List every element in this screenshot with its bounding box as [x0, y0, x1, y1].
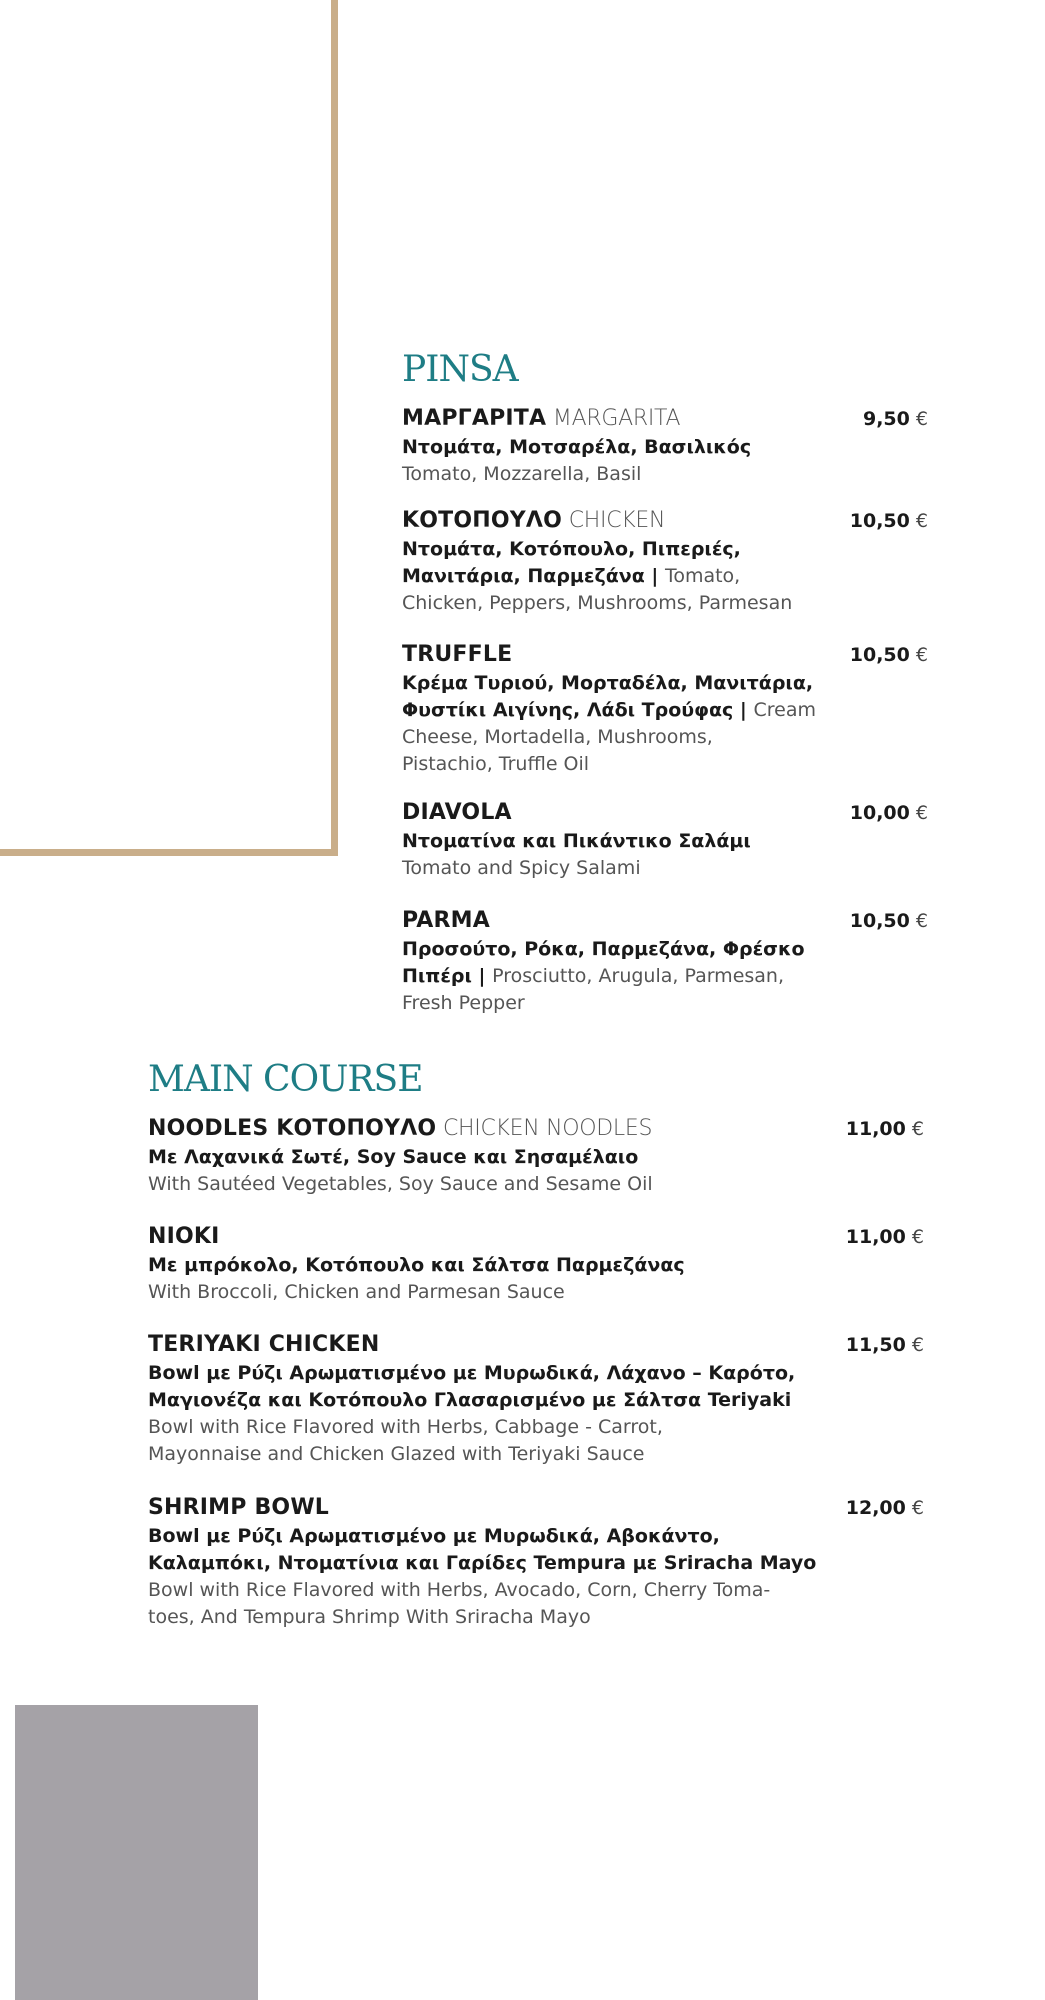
description-english: Cheese, Mortadella, Mushrooms, — [402, 726, 713, 748]
description-line — [402, 670, 928, 697]
item-description — [402, 434, 928, 488]
description-line — [402, 724, 928, 751]
description-greek: Φυστίκι Αιγίνης, Λάδι Τρούφας | — [402, 699, 754, 721]
currency-symbol: € — [909, 408, 928, 430]
description-line — [402, 751, 928, 778]
description-english: With Broccoli, Chicken and Parmesan Sauce — [148, 1281, 565, 1303]
item-description — [402, 670, 928, 778]
description-line — [148, 1387, 924, 1414]
item-name: TERIYAKI CHICKEN — [148, 1332, 380, 1357]
description-line — [402, 434, 928, 461]
description-greek: Μαγιονέζα και Κοτόπουλο Γλασαρισμένο με Σάλτσα Teriyaki — [148, 1389, 792, 1411]
frame-border-horizontal — [0, 849, 338, 856]
description-english: toes, And Tempura Shrimp With Sriracha Mayo — [148, 1606, 591, 1628]
description-english: Mayonnaise and Chicken Glazed with Teriyaki Sauce — [148, 1443, 645, 1465]
item-name: NIOKI — [148, 1224, 220, 1249]
menu-item — [402, 906, 928, 1017]
description-line — [148, 1144, 924, 1171]
price-value: 9,50 — [862, 408, 910, 430]
description-line — [148, 1279, 924, 1306]
description-greek: Κρέμα Τυριού, Μορταδέλα, Μανιτάρια, — [402, 672, 814, 694]
description-greek: Ντομάτα, Μοτσαρέλα, Βασιλικός — [402, 436, 752, 458]
description-english: Bowl with Rice Flavored with Herbs, Cabbage - Carrot, — [148, 1416, 663, 1438]
description-english: Bowl with Rice Flavored with Herbs, Avocado, Corn, Cherry Toma- — [148, 1579, 771, 1601]
menu-item — [148, 1114, 924, 1198]
description-greek: Μανιτάρια, Παρμεζάνα | — [402, 565, 665, 587]
menu-item-header — [402, 404, 928, 434]
price-value: 10,50 — [849, 910, 910, 932]
price-value: 11,50 — [845, 1334, 906, 1356]
item-name-english: CHICKEN NOODLES — [436, 1116, 653, 1141]
currency-symbol: € — [909, 802, 928, 824]
description-english: Pistachio, Truffle Oil — [402, 753, 590, 775]
section-title-main-course: MAIN COURSE — [148, 1059, 423, 1100]
item-name: DIAVOLA — [402, 800, 512, 825]
description-english: Prosciutto, Arugula, Parmesan, — [492, 965, 785, 987]
menu-item-header — [402, 906, 928, 936]
item-price — [846, 1493, 924, 1523]
description-line — [402, 990, 928, 1017]
currency-symbol: € — [905, 1334, 924, 1356]
item-name: SHRIMP BOWL — [148, 1495, 330, 1520]
currency-symbol: € — [905, 1497, 924, 1519]
menu-item-header — [148, 1114, 924, 1144]
item-name: ΜΑΡΓΑΡΙΤΑ — [402, 406, 547, 431]
item-price — [850, 906, 928, 936]
item-price — [846, 1114, 924, 1144]
description-line — [402, 536, 928, 563]
price-value: 10,50 — [849, 510, 910, 532]
description-english: Tomato, Mozzarella, Basil — [402, 463, 642, 485]
price-value: 11,00 — [845, 1118, 906, 1140]
currency-symbol: € — [905, 1226, 924, 1248]
description-english: Fresh Pepper — [402, 992, 525, 1014]
item-description — [402, 936, 928, 1017]
item-description — [148, 1360, 924, 1468]
item-price — [850, 798, 928, 828]
item-name: TRUFFLE — [402, 642, 513, 667]
description-line — [148, 1360, 924, 1387]
description-line — [148, 1604, 924, 1631]
description-english: With Sautéed Vegetables, Soy Sauce and Sesame Oil — [148, 1173, 653, 1195]
currency-symbol: € — [909, 910, 928, 932]
description-line — [402, 936, 928, 963]
item-name-english: CHICKEN — [562, 508, 666, 533]
description-english: Tomato and Spicy Salami — [402, 857, 641, 879]
menu-item-header — [402, 798, 928, 828]
description-line — [148, 1252, 924, 1279]
description-greek: Bowl με Ρύζι Αρωματισμένο με Μυρωδικά, Λάχανο – Καρότο, — [148, 1362, 796, 1384]
menu-item-header — [148, 1330, 924, 1360]
menu-item-header — [148, 1222, 924, 1252]
item-name: PARMA — [402, 908, 490, 933]
menu-item — [402, 640, 928, 778]
price-value: 11,00 — [845, 1226, 906, 1248]
menu-item — [402, 506, 928, 617]
item-name: ΚΟΤΟΠΟΥΛΟ — [402, 508, 563, 533]
description-greek: Πιπέρι | — [402, 965, 493, 987]
description-greek: Bowl με Ρύζι Αρωματισμένο με Μυρωδικά, Αβοκάντο, — [148, 1525, 720, 1547]
description-line — [402, 828, 928, 855]
menu-item — [148, 1330, 924, 1468]
description-greek: Με μπρόκολο, Κοτόπουλο και Σάλτσα Παρμεζάνας — [148, 1254, 685, 1276]
menu-item-header — [148, 1493, 924, 1523]
description-line — [402, 461, 928, 488]
description-greek: Ντομάτα, Κοτόπουλο, Πιπεριές, — [402, 538, 741, 560]
description-line — [148, 1577, 924, 1604]
frame-border-vertical — [331, 0, 338, 856]
grey-decorative-block — [15, 1705, 258, 2000]
description-line — [148, 1171, 924, 1198]
description-line — [402, 855, 928, 882]
item-description — [402, 536, 928, 617]
item-description — [148, 1252, 924, 1306]
item-description — [148, 1523, 924, 1631]
description-line — [148, 1523, 924, 1550]
section-title-pinsa: PINSA — [402, 349, 518, 390]
description-line — [148, 1441, 924, 1468]
currency-symbol: € — [905, 1118, 924, 1140]
menu-item-header — [402, 640, 928, 670]
item-price — [846, 1222, 924, 1252]
description-english: Chicken, Peppers, Mushrooms, Parmesan — [402, 592, 793, 614]
price-value: 12,00 — [845, 1497, 906, 1519]
description-english: Tomato, — [664, 565, 741, 587]
price-value: 10,50 — [849, 644, 910, 666]
menu-item — [148, 1493, 924, 1631]
menu-item-header — [402, 506, 928, 536]
menu-item — [402, 798, 928, 882]
description-greek: Καλαμπόκι, Ντοματίνια και Γαρίδες Tempura με Sriracha Mayo — [148, 1552, 817, 1574]
menu-item — [402, 404, 928, 488]
currency-symbol: € — [909, 510, 928, 532]
price-value: 10,00 — [849, 802, 910, 824]
item-name-english: MARGARITA — [546, 406, 681, 431]
menu-item — [148, 1222, 924, 1306]
description-line — [402, 697, 928, 724]
item-price — [846, 1330, 924, 1360]
description-line — [402, 963, 928, 990]
description-greek: Προσούτο, Ρόκα, Παρμεζάνα, Φρέσκο — [402, 938, 805, 960]
description-greek: Ντοματίνα και Πικάντικο Σαλάμι — [402, 830, 751, 852]
description-line — [402, 563, 928, 590]
item-price — [850, 640, 928, 670]
item-description — [148, 1144, 924, 1198]
item-price — [863, 404, 928, 434]
description-english: Cream — [753, 699, 816, 721]
item-description — [402, 828, 928, 882]
item-price — [850, 506, 928, 536]
description-greek: Με Λαχανικά Σωτέ, Soy Sauce και Σησαμέλαιο — [148, 1146, 639, 1168]
description-line — [402, 590, 928, 617]
currency-symbol: € — [909, 644, 928, 666]
item-name: NOODLES ΚΟΤΟΠΟΥΛΟ — [148, 1116, 437, 1141]
description-line — [148, 1550, 924, 1577]
description-line — [148, 1414, 924, 1441]
